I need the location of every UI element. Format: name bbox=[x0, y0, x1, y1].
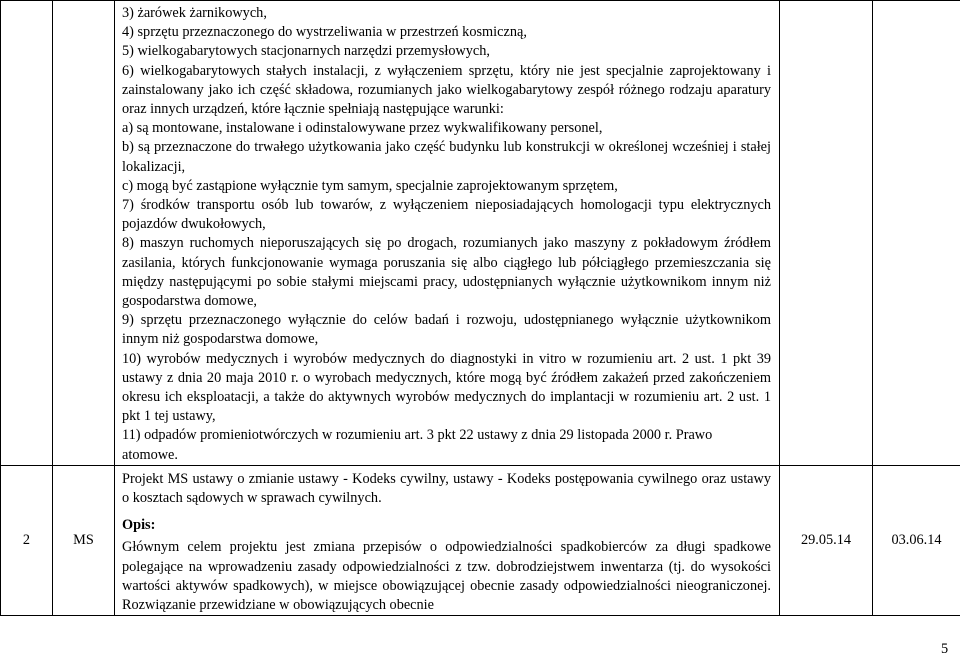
row-number: 2 bbox=[1, 465, 53, 615]
cell-project-description bbox=[115, 465, 780, 615]
opis-text: Głównym celem projektu jest zmiana przepisów o odpowiedzialności spadkobierców za długi spadkowe polegające na wprowadzeniu zasady odpowiedzialności z tzw. dobrodziejstwem inwentarza (tj. do wysokości wartości aktywów spadkowych), w miejsce obowiązującej obecnie zasady odpowiedzialności nieograniczonej. Rozwiązanie przewidziane w obowiązujących obecnie bbox=[122, 539, 771, 614]
cell-date1-empty bbox=[780, 1, 873, 466]
cell-date2-empty bbox=[873, 1, 960, 466]
list-item: c) mogą być zastąpione wyłącznie tym samym, specjalnie zaprojektowanym sprzętem, bbox=[122, 177, 618, 194]
list-item: 10) wyrobów medycznych i wyrobów medycznych do diagnostyki in vitro w rozumieniu art. 2 ust. 1 pkt 39 ustawy z dnia 20 maja 2010 r. o wyrobach medycznych, które mogą być źródłem zakażeń przed zakończeniem okresu ich eksploatacji, a także do aktywnych wyrobów medycznych do implantacji w rozumieniu art. 2 ust. 1 pkt 1 tej ustawy, bbox=[122, 350, 771, 425]
date-submitted: 29.05.14 bbox=[780, 465, 873, 615]
list-item: 3) żarówek żarnikowych, bbox=[122, 5, 267, 21]
list-item: 11) odpadów promieniotwórczych w rozumieniu art. 3 pkt 22 ustawy z dnia 29 listopada 2000 r. Prawo atomowe. bbox=[122, 427, 713, 463]
list-item: 6) wielkogabarytowych stałych instalacji, z wyłączeniem sprzętu, który nie jest specjalnie zaprojektowany i zainstalowany jako ich część składowa, rozumianych jako wielkogabarytowy zespół różnego rodzaju aparatury oraz innych urządzeń, które łącznie spełniają następujące warunki: bbox=[122, 62, 771, 118]
page-number: 5 bbox=[941, 641, 949, 657]
cell-ministry-empty bbox=[53, 1, 115, 466]
list-item: 8) maszyn ruchomych nieporuszających się po drogach, rozumianych jako maszyny z pokładowym źródłem zasilania, których funkcjonowanie wymaga poruszania się albo ciągłego lub półciągłego przemieszczania się między następującymi po sobie stałymi miejscami pracy, udostępnianych wyłącznie użytkownikom innym niż gospodarstwa domowe, bbox=[122, 235, 771, 310]
list-item: 9) sprzętu przeznaczonego wyłącznie do celów badań i rozwoju, udostępnianego wyłącznie użytkownikom innym niż gospodarstwa domowe, bbox=[122, 312, 771, 348]
project-title: Projekt MS ustawy o zmianie ustawy - Kodeks cywilny, ustawy - Kodeks postępowania cywilnego oraz ustawy o kosztach sądowych w sprawach cywilnych. bbox=[122, 470, 771, 507]
cell-continuation-text bbox=[115, 1, 780, 466]
list-item: 7) środków transportu osób lub towarów, z wyłączeniem nieposiadających homologacji typu elektrycznych pojazdów dwukołowych, bbox=[122, 197, 771, 233]
ministry-code: MS bbox=[53, 465, 115, 615]
cell-number-empty bbox=[1, 1, 53, 466]
table-row-continuation bbox=[1, 1, 960, 466]
list-item: a) są montowane, instalowane i odinstalowywane przez wykwalifikowany personel, bbox=[122, 120, 603, 137]
opis-label: Opis: bbox=[122, 517, 156, 534]
date-published: 03.06.14 bbox=[873, 465, 960, 615]
list-item: 4) sprzętu przeznaczonego do wystrzeliwania w przestrzeń kosmiczną, bbox=[122, 24, 527, 41]
list-item: 5) wielkogabarytowych stacjonarnych narzędzi przemysłowych, bbox=[122, 43, 491, 60]
list-item: b) są przeznaczone do trwałego użytkowania jako część budynku lub konstrukcji w określonej wcześniej i stałej lokalizacji, bbox=[122, 139, 771, 175]
table-row-2 bbox=[1, 465, 960, 615]
